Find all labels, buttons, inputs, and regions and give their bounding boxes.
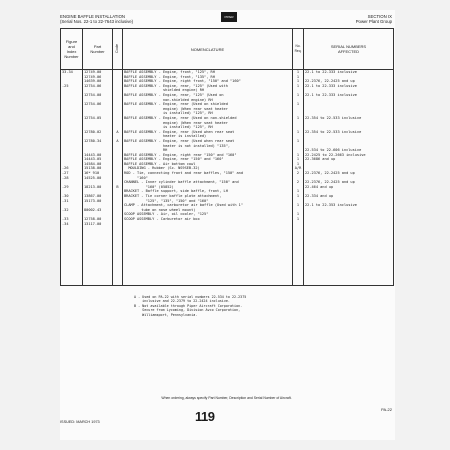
section-label: SECTION IX — [367, 14, 392, 19]
no-req-cells: 1 1 1 1 1 1 1 1 1 1 1 1 A/R 2 2 1 1 1 1 1 — [293, 70, 304, 286]
code-notes: A - Used on PA-22 with serial numbers 22-534 to 22-2375 inclusive and 22-2379 to 22-2424 inclusive. B - Not available through Piper Aircraft Corporation. Secure from Lycoming, Division Avco Corporation, Williamsport, Pennsylvania. — [134, 295, 247, 317]
col-part-number: Part Number — [83, 29, 113, 70]
col-figure: Figure and Index Number — [61, 29, 83, 70]
page-title: ENGINE BAFFLE INSTALLATION — [60, 14, 126, 19]
col-no-req: No. Req. — [293, 29, 304, 70]
issued-date: ISSUED: MARCH 1973 — [60, 420, 100, 424]
part-number-cells: 12749-00 12749-06 14639-00 12754-06 12754-00 12754-06 12754-05 12780-02 12780-34 14443-00 14443-05 14584-00 15138-00 16* 910 14525-00 18213-00 13867-00 15173-00 80002-43 12758-00 13117-00 — [83, 70, 113, 286]
nomenclature-cells: BAFFLE ASSEMBLY - Engine, front, "125", RH BAFFLE ASSEMBLY - Engine, front, "135", RH BAFFLE ASSEMBLY - Engine, right front, "150" and "160" BAFFLE ASSEMBLY - Engine, rear, "125" (Used with shielded engine) RH BAFFLE ASSEMBLY - Engine, rear, "125" (Used on non-shielded engine) RH BAFFLE ASSEMBLY - Engine, rear (Used on shielded engine) (When rear seat heater is installed) "125", RH BAFFLE ASSEMBLY - Engine, rear (Used on non-shielded engine) (When rear seat heater is installed) "125", RH BAFFLE ASSEMBLY - Engine, rear (Used when rear seat heater is installed) BAFFLE ASSEMBLY - Engine, rear (Used when rear seat heater is not installed) "135", RH BAFFLE ASSEMBLY - Engine, right rear "150" and "160" BAFFLE ASSEMBLY - Engine, rear "150" and "160" BAFFLE ASSEMBLY - Air bottom cowl MOULDING - Rubber (Sc. NS9SEB-32) ROD - Tie, connecting front and rear baffles, "150" and "160" CHANNEL - Inner cylinder baffle attachment, "150" and "160" (05852) BRACKET - Baffle support, side baffle, front, LH BRACKET - Tie corner baffle plate attachment, "125", "135", "150" and "160" CLAMP - Attachment, carburetor air baffle (Used with 1" tube on nose wheel mount) SCOOP ASSEMBLY - Air, oil cooler, "125" SCOOP ASSEMBLY - Carburetor air box — [123, 70, 293, 286]
code-cells: A A B — [113, 70, 123, 286]
serial-number-cells: 22-1 to 22-333 inclusive 22-2376, 22-2425 and up 22-1 to 22-333 inclusive 22-1 to 22-333 inclusive 22-354 to 22-533 inclusive 22-354 to 22-533 inclusive 22-534 to 22-606 inclusive 22-2425 to 22-2663 inclusive 22-3686 and up 22-2376, 22-2425 and up 22-2376, 22-2425 and up 22-464 and up 22-334 and up 22-1 to 22-353 inclusive — [304, 70, 394, 286]
ordering-note: When ordering, always specify Part Number, Description and Serial Number of Aircraft. — [161, 396, 292, 400]
table-header — [61, 29, 394, 70]
col-nomenclature: NOMENCLATURE — [123, 29, 293, 70]
group-label: Power Plant Group — [355, 19, 392, 24]
page-code: PA-22 — [381, 407, 392, 412]
serial-range: (Serial Nos. 22-1 to 22-7643 inclusive) — [60, 19, 134, 24]
page-header-left — [60, 14, 133, 24]
figure-column-cells: 33-34 -25 -26 -27 -28 -29 -30 -31 -32 -33 -34 — [61, 70, 83, 286]
page-number: 119 — [195, 409, 215, 424]
piper-logo: PIPER — [221, 12, 237, 22]
col-code: Code — [113, 29, 123, 70]
parts-table — [60, 28, 394, 286]
page-header-right — [356, 14, 392, 24]
table-body — [61, 70, 394, 286]
col-serial-numbers: SERIAL NUMBERS AFFECTED — [304, 29, 394, 70]
